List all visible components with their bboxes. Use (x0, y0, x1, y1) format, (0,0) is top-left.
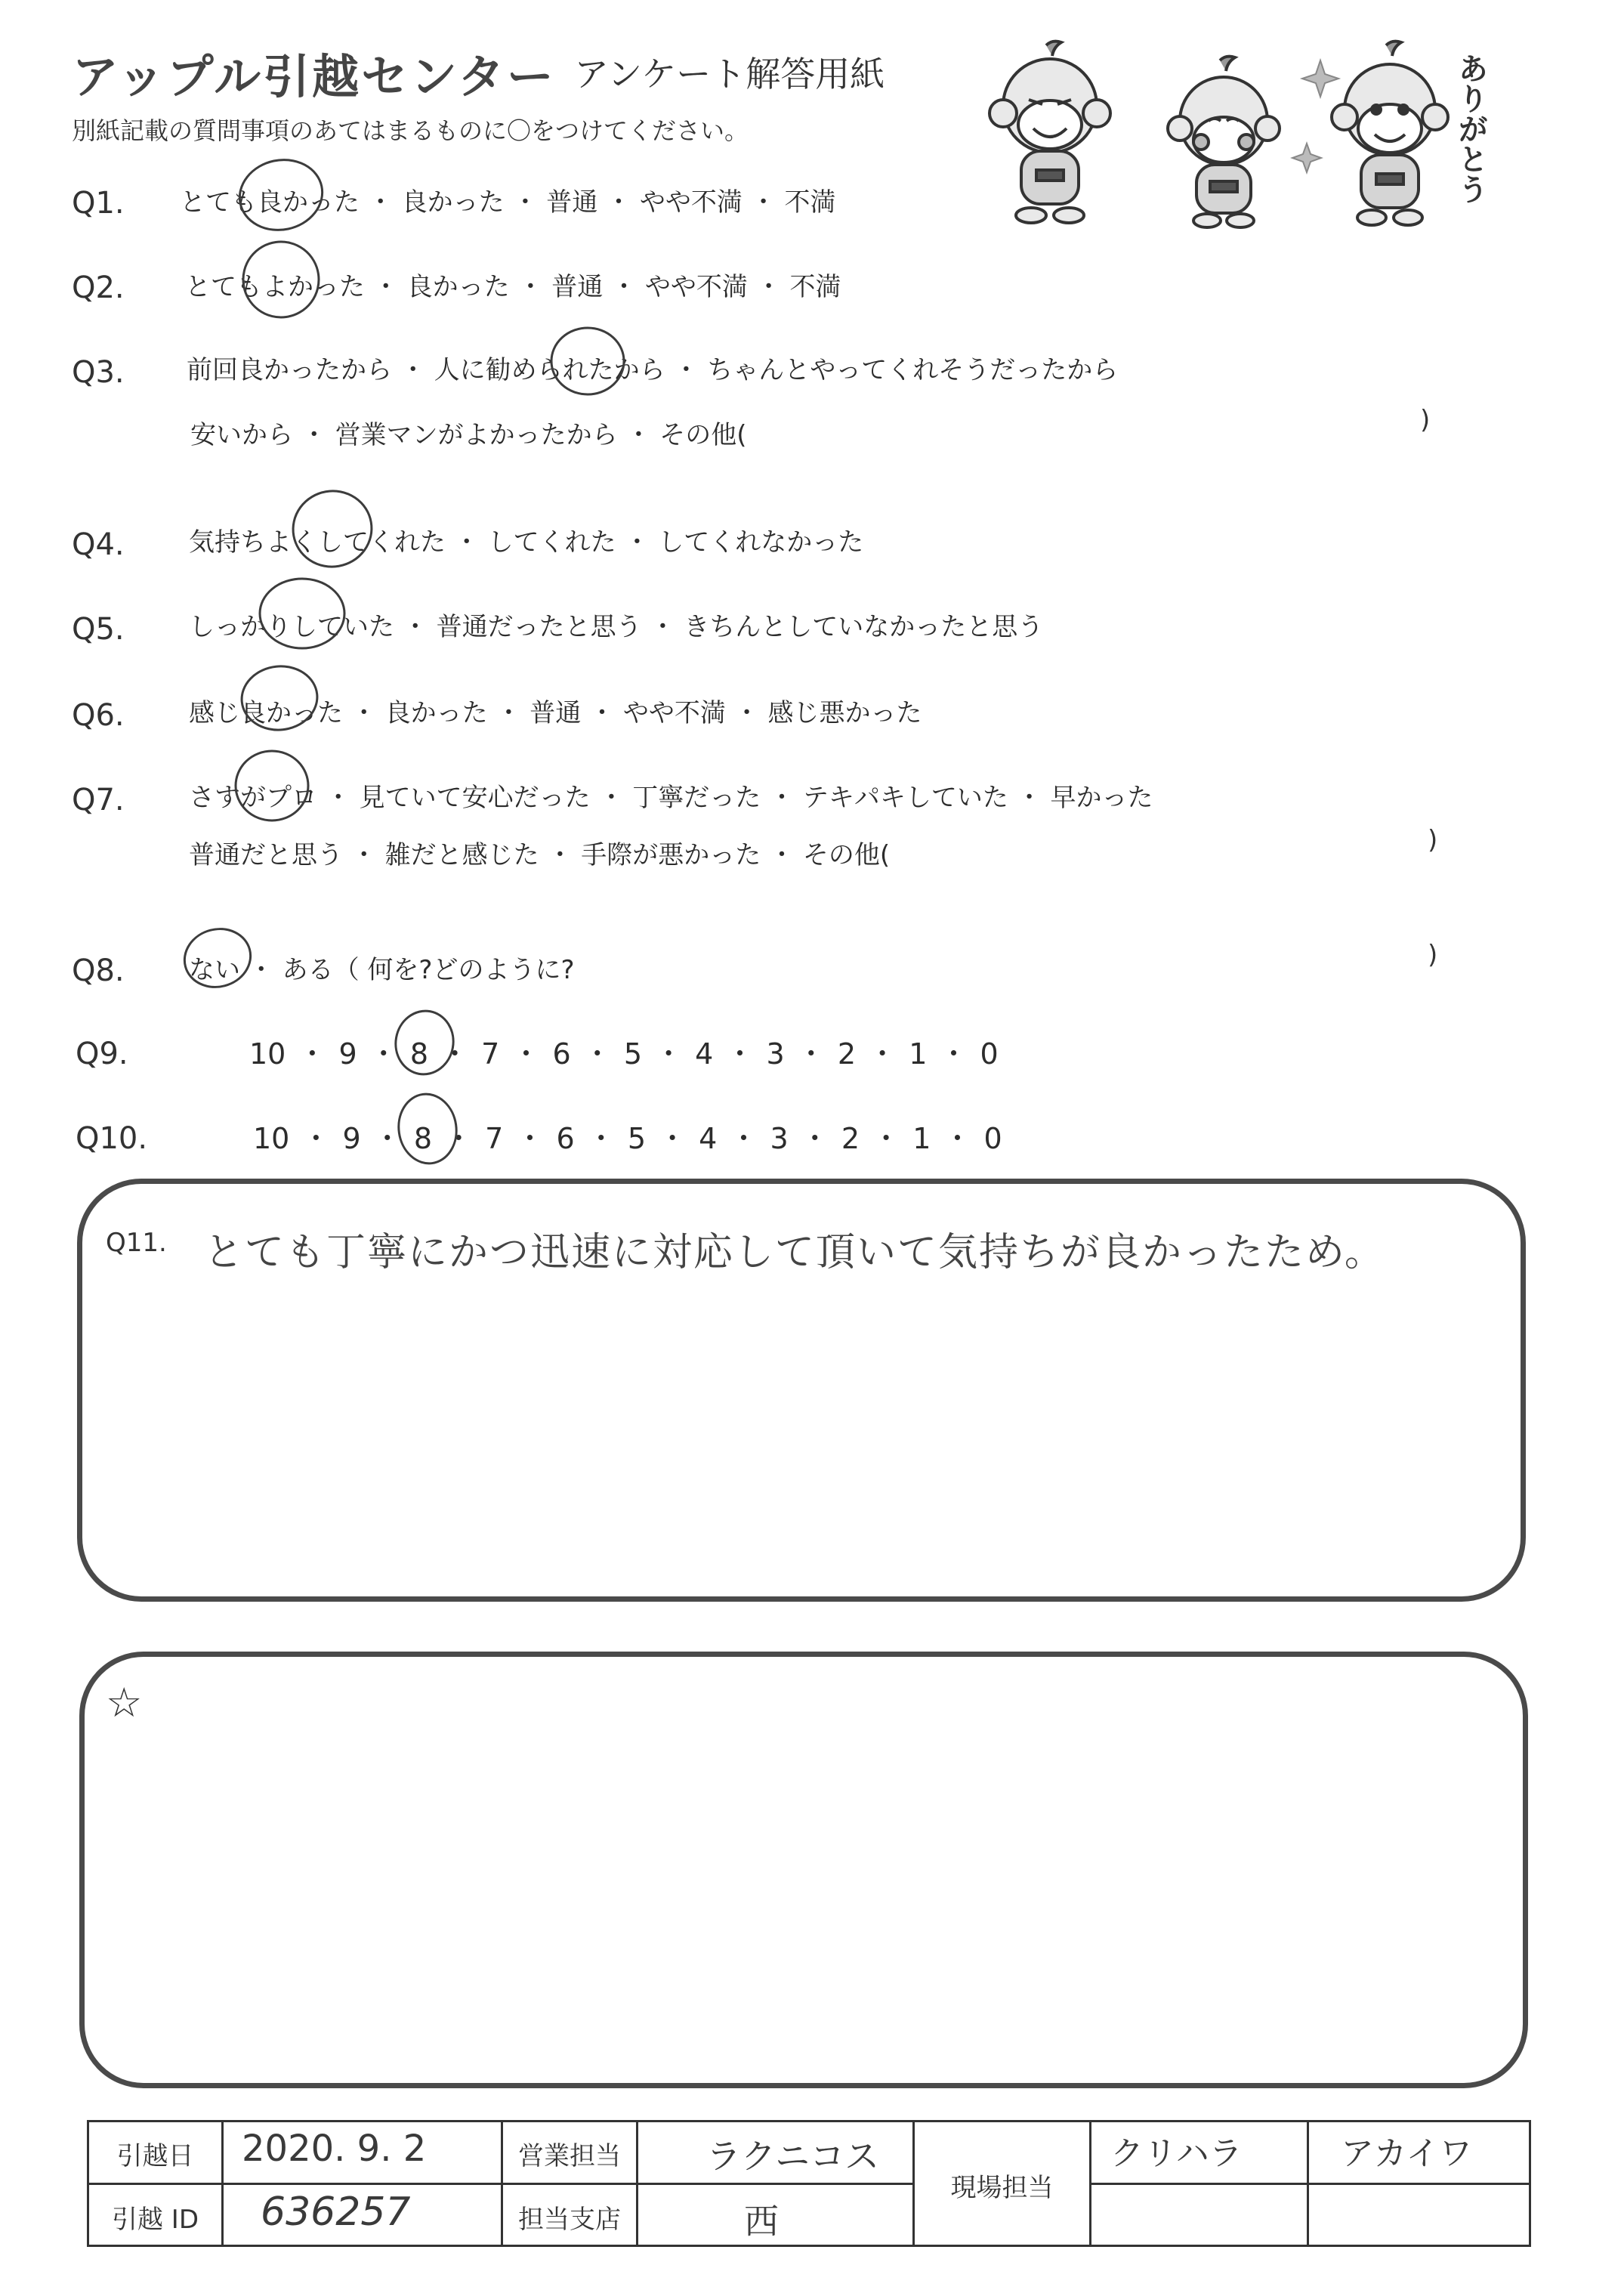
q10-selection-circle (394, 1090, 461, 1167)
q4-label: Q4. (72, 527, 125, 562)
q11-label: Q11. (106, 1228, 167, 1258)
q3-label: Q3. (72, 355, 125, 390)
q5-selection-circle (260, 579, 344, 648)
q8-selection-circle (178, 922, 258, 994)
q3-options-line1[interactable]: 前回良かったから ・ 人に勧められたから ・ ちゃんとやってくれそうだったから (187, 355, 1119, 385)
q7-paren-close: ) (1428, 825, 1438, 855)
q2-options[interactable]: とてもよかった ・ 良かった ・ 普通 ・ やや不満 ・ 不満 (185, 272, 841, 302)
q2-label: Q2. (72, 270, 125, 305)
q6-selection-circle (239, 663, 320, 734)
move-date-value: 2020. 9. 2 (242, 2128, 427, 2170)
q1-selection-circle (233, 153, 329, 238)
branch-label: 担当支店 (518, 2205, 621, 2235)
q1-options[interactable]: とても良かった ・ 良かった ・ 普通 ・ やや不満 ・ 不満 (180, 187, 836, 218)
q8-label: Q8. (72, 953, 125, 988)
q9-selection-circle (391, 1006, 458, 1079)
q10-label: Q10. (76, 1121, 148, 1156)
q9-scale[interactable]: 10 ・ 9 ・ 8 ・ 7 ・ 6 ・ 5 ・ 4 ・ 3 ・ 2 ・ 1 ・ 0 (249, 1037, 999, 1071)
site-staff-1: クリハラ (1110, 2134, 1243, 2173)
move-id-label: 引越 ID (111, 2205, 199, 2235)
q7-options-line2[interactable]: 普通だと思う ・ 雑だと感じた ・ 手際が悪かった ・ その他( (189, 840, 891, 870)
q8-options[interactable]: ない ・ ある（ 何を?どのように? (189, 955, 575, 985)
q2-selection-circle (239, 237, 324, 323)
q3-options-line2[interactable]: 安いから ・ 営業マンがよかったから ・ その他( (190, 420, 747, 450)
q7-label: Q7. (72, 783, 125, 817)
q7-options-line1[interactable]: さすがプロ ・ 見ていて安心だった ・ 丁寧だった ・ テキパキしていた ・ 早かった (189, 783, 1153, 813)
q3-paren-close: ) (1420, 405, 1431, 435)
move-id-value: 636257 (261, 2189, 411, 2235)
sales-staff-label: 営業担当 (518, 2141, 621, 2171)
sales-staff-value: ラクニコス (706, 2136, 880, 2177)
q3-selection-circle (551, 328, 624, 394)
q1-label: Q1. (72, 186, 125, 221)
q6-options[interactable]: 感じ良かった ・ 良かった ・ 普通 ・ やや不満 ・ 感じ悪かった (189, 698, 922, 728)
instruction-text: 別紙記載の質問事項のあてはまるものに〇をつけてください。 (72, 116, 749, 145)
q4-options[interactable]: 気持ちよくしてくれた ・ してくれた ・ してくれなかった (189, 527, 864, 558)
brand-title: アップル引越センター (72, 49, 556, 104)
q6-label: Q6. (72, 698, 125, 733)
q11-answer: とても丁寧にかつ迅速に対応して頂いて気持ちが良かったため。 (204, 1230, 1385, 1275)
q5-options[interactable]: しっかりしていた ・ 普通だったと思う ・ きちんとしていなかったと思う (189, 612, 1044, 642)
q10-scale[interactable]: 10 ・ 9 ・ 8 ・ 7 ・ 6 ・ 5 ・ 4 ・ 3 ・ 2 ・ 1 ・ 0 (253, 1122, 1002, 1155)
site-staff-2: アカイワ (1341, 2134, 1473, 2173)
q9-label: Q9. (76, 1037, 128, 1071)
form-subtitle: アンケート解答用紙 (574, 54, 885, 94)
comment-box[interactable] (79, 1652, 1528, 2088)
mascot-thanks-text: ありがとう (1453, 53, 1488, 204)
q7-selection-circle (236, 751, 308, 820)
site-staff-label: 現場担当 (950, 2173, 1054, 2203)
move-date-label: 引越日 (116, 2141, 194, 2171)
q4-selection-circle (287, 485, 378, 573)
q5-label: Q5. (72, 612, 125, 647)
star-icon: ☆ (106, 1679, 143, 1726)
q8-paren-close: ) (1428, 940, 1438, 970)
branch-value: 西 (744, 2201, 779, 2242)
